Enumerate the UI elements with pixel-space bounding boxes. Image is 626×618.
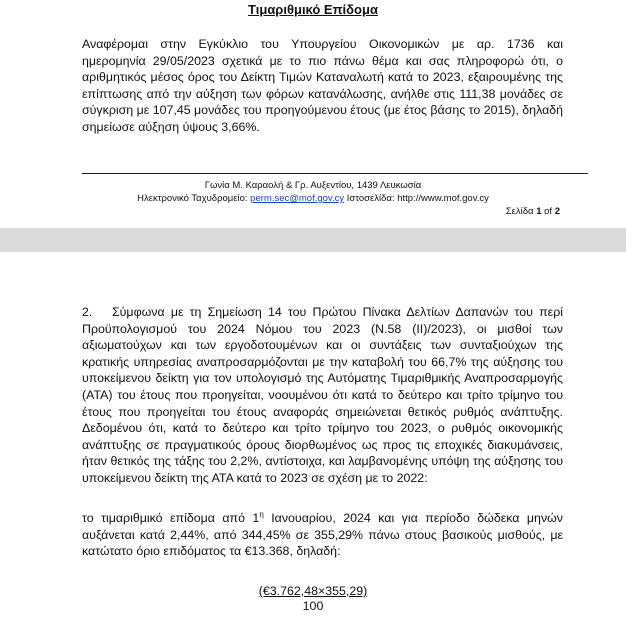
text-before-sup: το τιμαριθμικό επίδομα από 1 bbox=[82, 511, 260, 525]
document-page-2 bbox=[0, 252, 626, 618]
ordinal-superscript: η bbox=[259, 509, 264, 519]
page-title: Τιμαριθμικό Επίδομα bbox=[248, 2, 378, 17]
page-current: 1 bbox=[536, 206, 542, 217]
footer-contact bbox=[0, 193, 626, 204]
paragraph-line: (ΑΤΑ) του έτους που προηγείται, νοουμένου ότι κατά το δεύτερο και τρίτο τρίμηνο του bbox=[82, 387, 563, 402]
paragraph-line: κρατικής υπηρεσίας αναπροσαρμόζονται με την καταβολή του 66,7% της αύξησης του bbox=[82, 354, 563, 369]
page-of: of bbox=[544, 206, 553, 217]
footer-address: Γωνία Μ. Καραολή & Γρ. Αυξεντίου, 1439 Λευκωσία bbox=[204, 180, 422, 191]
paragraph-line: επίπτωσης από την αύξηση των φόρων κατανάλωσης, ανήλθε στις 111,38 μονάδες σε bbox=[82, 86, 563, 101]
paragraph-line: κατώτατο όριο επιδόματος τα €13.368, δηλαδή: bbox=[82, 544, 341, 559]
paragraph-line: αυξάνεται κατά 2,44%, από 344,45% σε 355,29% πάνω στους βασικούς μισθούς, με bbox=[82, 527, 563, 542]
paragraph-line bbox=[82, 304, 563, 321]
website-link[interactable]: http://www.mof.gov.cy bbox=[397, 193, 489, 204]
formula-denominator: 100 bbox=[302, 599, 324, 613]
formula-numerator: (€3.762,48×355,29) bbox=[258, 584, 368, 598]
paragraph-line: Προϋπολογισμού του 2024 Νόμου του 2023 (Ν.58 (ΙΙ)/2023), οι μισθοί των bbox=[82, 321, 563, 336]
email-label: Ηλεκτρονικό Ταχυδρομείο: bbox=[137, 193, 248, 204]
paragraph-line: Αναφέρομαι στην Εγκύκλιο του Υπουργείου Οικονομικών με αρ. 1736 και bbox=[82, 37, 563, 51]
paragraph-line: αξιωματούχων και των εργοδοτουμένων και οι συντάξεις των συνταξιούχων της bbox=[82, 338, 563, 353]
page-number bbox=[506, 206, 560, 217]
page-word: Σελίδα bbox=[505, 206, 534, 217]
paragraph-line bbox=[82, 510, 563, 527]
paragraph-line: ήταν θετικός της τάξης του 2,2%, αντίστοιχα, και λαμβανομένης υπόψη της αύξησης του bbox=[82, 454, 563, 469]
paragraph-line: υποκείμενου δείκτη για τον υπολογισμό της Αυτόματης Τιμαριθμικής Αναπροσαρμογής bbox=[82, 371, 563, 386]
email-link[interactable]: perm.sec@mof.gov.cy bbox=[250, 193, 345, 204]
text-after-sup: Ιανουαρίου, 2024 και για περίοδο δώδεκα μηνών bbox=[263, 511, 564, 525]
paragraph-line: ανάπτυξης σε πραγματικούς όρους διορθωμένος ως προς τις εποχικές διακυμάνσεις, bbox=[82, 437, 563, 452]
allowance-paragraph bbox=[82, 510, 563, 560]
intro-paragraph bbox=[82, 36, 563, 136]
page-total: 2 bbox=[554, 206, 560, 217]
paragraph-line: Δεδομένου ότι, κατά το δεύτερο και τρίτο τρίμηνο του 2023, ο ρυθμός οικονομικής bbox=[82, 421, 563, 436]
allowance-formula bbox=[0, 584, 626, 613]
section-2-paragraph bbox=[82, 304, 563, 487]
footer-divider bbox=[82, 173, 588, 174]
first-line-text: Σύμφωνα με τη Σημείωση 14 του Πρώτου Πίνακα Δελτίων Δαπανών του περί bbox=[112, 305, 563, 319]
paragraph-line: έτους που προηγείται του έτους αναφοράς σημειώνεται θετικός ρυθμός ανάπτυξης. bbox=[82, 404, 563, 419]
paragraph-line: σημείωσε αύξηση ύψους 3,66%. bbox=[82, 119, 260, 134]
paragraph-line: ημερομηνία 29/05/2023 σχετικά με το πιο πάνω θέμα και σας πληροφορώ ότι, ο bbox=[82, 53, 563, 68]
item-number: 2. bbox=[82, 305, 93, 319]
paragraph-line: υποκείμενου δείκτη της ΑΤΑ κατά το 2023 σε σχέση με το 2022: bbox=[82, 470, 428, 485]
paragraph-line: σύγκριση με 107,45 μονάδες του προηγούμενου έτους (με έτος βάσης το 2015), δηλαδή bbox=[82, 103, 564, 118]
website-label: Ιστοσελίδα: bbox=[346, 193, 395, 204]
paragraph-line: αριθμητικός μέσος όρος του Δείκτη Τιμών Καταναλωτή κατά το 2023, εξαιρουμένης της bbox=[82, 70, 563, 85]
document-page-1 bbox=[0, 0, 626, 228]
